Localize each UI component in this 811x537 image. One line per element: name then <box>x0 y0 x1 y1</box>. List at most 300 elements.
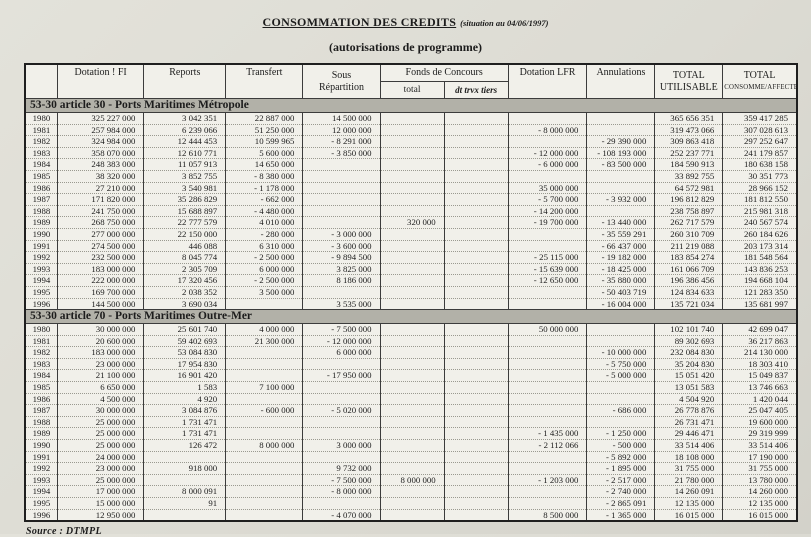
cell-value <box>508 170 587 182</box>
cell-value: 3 540 981 <box>144 182 226 194</box>
cell-value: 17 000 000 <box>57 486 143 498</box>
cell-value <box>508 498 587 510</box>
cell-value: 211 219 088 <box>655 240 723 252</box>
cell-value: 20 600 000 <box>57 335 143 347</box>
cell-value <box>380 263 444 275</box>
cell-value <box>587 113 655 125</box>
cell-value <box>508 335 587 347</box>
cell-value <box>444 370 508 382</box>
table-row <box>25 136 797 148</box>
cell-value <box>303 194 380 206</box>
cell-value: 17 954 830 <box>144 358 226 370</box>
cell-value: - 4 480 000 <box>226 205 303 217</box>
cell-value: - 5 750 000 <box>587 358 655 370</box>
cell-value <box>303 393 380 405</box>
cell-year: 1995 <box>25 286 57 298</box>
cell-value: 4 504 920 <box>655 393 723 405</box>
cell-value <box>444 286 508 298</box>
cell-value: 8 500 000 <box>508 509 587 521</box>
cell-year: 1987 <box>25 194 57 206</box>
cell-value <box>303 286 380 298</box>
table-row <box>25 205 797 217</box>
cell-value <box>444 474 508 486</box>
table-row <box>25 147 797 159</box>
cell-value: 169 700 000 <box>57 286 143 298</box>
cell-value: 14 260 000 <box>723 486 797 498</box>
cell-value: 102 101 740 <box>655 324 723 336</box>
cell-value <box>444 382 508 394</box>
cell-value: - 662 000 <box>226 194 303 206</box>
cell-value <box>508 451 587 463</box>
cell-value: 35 204 830 <box>655 358 723 370</box>
cell-value <box>444 205 508 217</box>
cell-value: - 3 932 000 <box>587 194 655 206</box>
cell-value: 918 000 <box>144 463 226 475</box>
cell-value: 33 514 406 <box>655 440 723 452</box>
cell-value: 33 514 406 <box>723 440 797 452</box>
cell-value: - 50 403 719 <box>587 286 655 298</box>
cell-value: 181 812 550 <box>723 194 797 206</box>
table-row <box>25 451 797 463</box>
cell-value <box>444 124 508 136</box>
cell-value: 36 217 863 <box>723 335 797 347</box>
cell-value: 21 780 000 <box>655 474 723 486</box>
cell-year: 1996 <box>25 509 57 521</box>
cell-value: - 10 000 000 <box>587 347 655 359</box>
cell-year: 1982 <box>25 347 57 359</box>
cell-year: 1988 <box>25 205 57 217</box>
page-subtitle: (autorisations de programme) <box>328 40 483 54</box>
cell-value: 89 302 693 <box>655 335 723 347</box>
cell-value: 143 836 253 <box>723 263 797 275</box>
cell-value: - 17 950 000 <box>303 370 380 382</box>
cell-value <box>444 113 508 125</box>
cell-value: - 4 070 000 <box>303 509 380 521</box>
table-row <box>25 440 797 452</box>
table-row <box>25 170 797 182</box>
cell-value: 64 572 981 <box>655 182 723 194</box>
cell-value: 12 950 000 <box>57 509 143 521</box>
cell-value: - 15 639 000 <box>508 263 587 275</box>
cell-value <box>508 136 587 148</box>
cell-value: - 12 000 000 <box>303 335 380 347</box>
cell-value: 196 386 456 <box>655 275 723 287</box>
cell-value: - 108 193 000 <box>587 147 655 159</box>
cell-value: 53 084 830 <box>144 347 226 359</box>
cell-value: - 2 500 000 <box>226 252 303 264</box>
header-reports: Reports <box>144 64 226 99</box>
cell-value: - 1 250 000 <box>587 428 655 440</box>
cell-value: 13 051 583 <box>655 382 723 394</box>
cell-value: 21 100 000 <box>57 370 143 382</box>
cell-value <box>380 136 444 148</box>
cell-value: - 5 000 000 <box>587 370 655 382</box>
cell-value: 124 834 633 <box>655 286 723 298</box>
cell-value: - 19 182 000 <box>587 252 655 264</box>
cell-value <box>444 170 508 182</box>
table-row <box>25 509 797 521</box>
cell-value <box>303 416 380 428</box>
cell-value: 10 599 965 <box>226 136 303 148</box>
cell-value <box>444 228 508 240</box>
cell-value: 29 446 471 <box>655 428 723 440</box>
cell-value: 30 351 773 <box>723 170 797 182</box>
cell-value <box>226 509 303 521</box>
cell-value: 33 892 755 <box>655 170 723 182</box>
cell-value <box>587 393 655 405</box>
cell-value: 17 320 456 <box>144 275 226 287</box>
cell-value <box>380 393 444 405</box>
cell-value: - 18 425 000 <box>587 263 655 275</box>
cell-value: 1 731 471 <box>144 416 226 428</box>
cell-value: 14 500 000 <box>303 113 380 125</box>
cell-value <box>444 159 508 171</box>
table-row <box>25 382 797 394</box>
cell-year: 1986 <box>25 393 57 405</box>
cell-value <box>444 440 508 452</box>
cell-value: - 14 200 000 <box>508 205 587 217</box>
cell-value <box>226 486 303 498</box>
cell-value <box>380 275 444 287</box>
header-fonds-de-concours: Fonds de Concours <box>380 64 508 82</box>
cell-value: - 2 500 000 <box>226 275 303 287</box>
cell-value <box>380 159 444 171</box>
table-row <box>25 240 797 252</box>
cell-value: - 3 000 000 <box>303 228 380 240</box>
cell-value <box>508 113 587 125</box>
cell-value <box>587 124 655 136</box>
cell-value: 13 746 663 <box>723 382 797 394</box>
cell-value: 12 135 000 <box>655 498 723 510</box>
cell-value: 161 066 709 <box>655 263 723 275</box>
header-fonds-dt-trvx-tiers: dt trvx tiers <box>444 82 508 99</box>
cell-value: 28 966 152 <box>723 182 797 194</box>
cell-value <box>508 393 587 405</box>
cell-value: 3 825 000 <box>303 263 380 275</box>
cell-value <box>444 428 508 440</box>
cell-value: 135 681 997 <box>723 298 797 310</box>
cell-value <box>444 240 508 252</box>
cell-value <box>380 205 444 217</box>
cell-value: 16 901 420 <box>144 370 226 382</box>
cell-year: 1985 <box>25 382 57 394</box>
table-row <box>25 159 797 171</box>
cell-year: 1981 <box>25 335 57 347</box>
cell-year: 1991 <box>25 451 57 463</box>
cell-value <box>444 405 508 417</box>
cell-value: - 66 437 000 <box>587 240 655 252</box>
cell-value <box>380 113 444 125</box>
cell-value: 1 731 471 <box>144 428 226 440</box>
cell-year: 1992 <box>25 252 57 264</box>
cell-value: 14 260 091 <box>655 486 723 498</box>
cell-year: 1983 <box>25 147 57 159</box>
table-row <box>25 428 797 440</box>
cell-value: 27 210 000 <box>57 182 143 194</box>
cell-value <box>444 263 508 275</box>
cell-value: 183 000 000 <box>57 263 143 275</box>
cell-value: 3 500 000 <box>226 286 303 298</box>
cell-value <box>303 170 380 182</box>
cell-value: 2 305 709 <box>144 263 226 275</box>
cell-value <box>380 147 444 159</box>
cell-value <box>587 335 655 347</box>
cell-value <box>587 205 655 217</box>
cell-value: 3 042 351 <box>144 113 226 125</box>
cell-value: 307 028 613 <box>723 124 797 136</box>
cell-value: 19 600 000 <box>723 416 797 428</box>
cell-value: 7 100 000 <box>226 382 303 394</box>
cell-value: 26 731 471 <box>655 416 723 428</box>
cell-value <box>587 382 655 394</box>
cell-value: 144 500 000 <box>57 298 143 310</box>
cell-value: 59 402 693 <box>144 335 226 347</box>
cell-value: 30 000 000 <box>57 405 143 417</box>
cell-value: - 500 000 <box>587 440 655 452</box>
cell-value: 3 535 000 <box>303 298 380 310</box>
cell-year: 1995 <box>25 498 57 510</box>
cell-year: 1989 <box>25 217 57 229</box>
cell-value: 15 000 000 <box>57 498 143 510</box>
cell-value: - 29 390 000 <box>587 136 655 148</box>
cell-value: - 2 740 000 <box>587 486 655 498</box>
cell-value <box>226 393 303 405</box>
cell-value: 268 750 000 <box>57 217 143 229</box>
cell-value: 320 000 <box>380 217 444 229</box>
cell-value: - 2 865 091 <box>587 498 655 510</box>
cell-value: 194 668 104 <box>723 275 797 287</box>
cell-value: 121 283 350 <box>723 286 797 298</box>
cell-value: 8 186 000 <box>303 275 380 287</box>
cell-value: 232 500 000 <box>57 252 143 264</box>
cell-value <box>444 463 508 475</box>
cell-value: 5 600 000 <box>226 147 303 159</box>
cell-value: 22 777 579 <box>144 217 226 229</box>
section-header-row <box>25 99 797 113</box>
cell-value: - 13 440 000 <box>587 217 655 229</box>
cell-value <box>444 194 508 206</box>
cell-value: 18 108 000 <box>655 451 723 463</box>
cell-value: 25 000 000 <box>57 428 143 440</box>
table-row <box>25 124 797 136</box>
cell-value: 260 184 626 <box>723 228 797 240</box>
section-header-label: 53-30 article 70 - Ports Maritimes Outre-Mer <box>25 310 797 324</box>
cell-value <box>380 252 444 264</box>
cell-value: 51 250 000 <box>226 124 303 136</box>
cell-value: 248 383 000 <box>57 159 143 171</box>
cell-value <box>444 509 508 521</box>
table-row <box>25 286 797 298</box>
cell-value: - 6 000 000 <box>508 159 587 171</box>
cell-value <box>303 451 380 463</box>
cell-value: - 3 600 000 <box>303 240 380 252</box>
cell-value: 8 000 000 <box>226 440 303 452</box>
cell-value <box>380 428 444 440</box>
table-row <box>25 370 797 382</box>
cell-value <box>226 498 303 510</box>
cell-value: - 2 112 066 <box>508 440 587 452</box>
cell-value: 21 300 000 <box>226 335 303 347</box>
cell-year: 1987 <box>25 405 57 417</box>
cell-value <box>380 440 444 452</box>
document-title-block <box>0 0 811 31</box>
cell-value <box>380 405 444 417</box>
cell-value <box>303 217 380 229</box>
cell-value <box>303 159 380 171</box>
cell-year: 1992 <box>25 463 57 475</box>
cell-value <box>444 275 508 287</box>
cell-value: 25 000 000 <box>57 440 143 452</box>
cell-value: - 8 000 000 <box>303 486 380 498</box>
cell-value: 26 778 876 <box>655 405 723 417</box>
cell-value: 16 015 000 <box>723 509 797 521</box>
cell-value <box>303 205 380 217</box>
cell-year: 1989 <box>25 428 57 440</box>
cell-value: 4 000 000 <box>226 324 303 336</box>
cell-value <box>444 486 508 498</box>
cell-value: 274 500 000 <box>57 240 143 252</box>
cell-value: 171 820 000 <box>57 194 143 206</box>
cell-value: 12 135 000 <box>723 498 797 510</box>
cell-value <box>508 240 587 252</box>
cell-value <box>380 416 444 428</box>
cell-value: 135 721 034 <box>655 298 723 310</box>
cell-value: 35 000 000 <box>508 182 587 194</box>
cell-value: 31 755 000 <box>655 463 723 475</box>
cell-value <box>303 182 380 194</box>
cell-value <box>303 428 380 440</box>
cell-value: 240 567 574 <box>723 217 797 229</box>
cell-value <box>444 182 508 194</box>
title-situation-date: (situation au 04/06/1997) <box>460 18 549 28</box>
cell-value <box>508 405 587 417</box>
cell-year: 1984 <box>25 370 57 382</box>
cell-value <box>303 358 380 370</box>
cell-year: 1980 <box>25 324 57 336</box>
cell-value <box>380 382 444 394</box>
cell-value: - 25 115 000 <box>508 252 587 264</box>
cell-value <box>226 416 303 428</box>
page-title: CONSOMMATION DES CREDITS <box>262 15 457 29</box>
cell-value <box>380 335 444 347</box>
table-row <box>25 182 797 194</box>
cell-value: 180 638 158 <box>723 159 797 171</box>
cell-value <box>303 498 380 510</box>
cell-value <box>508 382 587 394</box>
table-row <box>25 498 797 510</box>
cell-value: 23 000 000 <box>57 358 143 370</box>
cell-value <box>380 451 444 463</box>
cell-year: 1994 <box>25 486 57 498</box>
cell-value: 214 130 000 <box>723 347 797 359</box>
cell-value: - 1 178 000 <box>226 182 303 194</box>
cell-year: 1994 <box>25 275 57 287</box>
cell-value: 14 650 000 <box>226 159 303 171</box>
cell-value: 18 303 410 <box>723 358 797 370</box>
cell-value <box>444 358 508 370</box>
cell-year: 1996 <box>25 298 57 310</box>
cell-year: 1981 <box>25 124 57 136</box>
section-header-label: 53-30 article 30 - Ports Maritimes Métropole <box>25 99 797 113</box>
cell-year: 1990 <box>25 440 57 452</box>
cell-year: 1990 <box>25 228 57 240</box>
cell-value <box>380 298 444 310</box>
cell-value: - 5 700 000 <box>508 194 587 206</box>
header-annulations: Annulations <box>587 64 655 99</box>
cell-year: 1986 <box>25 182 57 194</box>
table-row <box>25 358 797 370</box>
cell-value <box>508 298 587 310</box>
cell-value <box>380 324 444 336</box>
cell-value <box>444 416 508 428</box>
cell-value: - 600 000 <box>226 405 303 417</box>
cell-value: 25 601 740 <box>144 324 226 336</box>
cell-value <box>587 170 655 182</box>
header-fonds-total: total <box>380 82 444 99</box>
cell-value: 23 000 000 <box>57 463 143 475</box>
cell-value: - 280 000 <box>226 228 303 240</box>
cell-value: 222 000 000 <box>57 275 143 287</box>
cell-value <box>226 463 303 475</box>
cell-value <box>380 194 444 206</box>
cell-value <box>226 358 303 370</box>
cell-year: 1993 <box>25 263 57 275</box>
cell-value <box>587 182 655 194</box>
cell-value: 15 049 837 <box>723 370 797 382</box>
header-dotation-lfi: Dotation ! FI <box>57 64 143 99</box>
cell-value: 31 755 000 <box>723 463 797 475</box>
cell-value <box>380 463 444 475</box>
cell-value: 4 500 000 <box>57 393 143 405</box>
cell-value: 17 190 000 <box>723 451 797 463</box>
cell-value <box>380 347 444 359</box>
table-row <box>25 416 797 428</box>
cell-value <box>380 182 444 194</box>
cell-value <box>380 370 444 382</box>
cell-value: - 7 500 000 <box>303 474 380 486</box>
cell-value: - 8 380 000 <box>226 170 303 182</box>
cell-value: 12 610 771 <box>144 147 226 159</box>
cell-value: 13 780 000 <box>723 474 797 486</box>
cell-value: - 12 000 000 <box>508 147 587 159</box>
cell-value <box>303 382 380 394</box>
table-header <box>25 64 797 99</box>
cell-value: - 1 365 000 <box>587 509 655 521</box>
section-header-row <box>25 310 797 324</box>
cell-value: 297 252 647 <box>723 136 797 148</box>
cell-value <box>508 347 587 359</box>
cell-value <box>144 451 226 463</box>
cell-value: - 7 500 000 <box>303 324 380 336</box>
cell-value <box>444 451 508 463</box>
cell-value: 91 <box>144 498 226 510</box>
cell-value: 183 854 274 <box>655 252 723 264</box>
cell-value: 241 750 000 <box>57 205 143 217</box>
cell-value: - 5 892 000 <box>587 451 655 463</box>
cell-value <box>226 428 303 440</box>
table-row <box>25 347 797 359</box>
table-row <box>25 228 797 240</box>
cell-value: 324 984 000 <box>57 136 143 148</box>
cell-value: 277 000 000 <box>57 228 143 240</box>
cell-value: - 16 004 000 <box>587 298 655 310</box>
table-row <box>25 217 797 229</box>
cell-value <box>508 370 587 382</box>
cell-year: 1991 <box>25 240 57 252</box>
header-year <box>25 64 57 99</box>
header-total-utilisable: TOTAL UTILISABLE <box>655 64 723 99</box>
cell-value <box>444 147 508 159</box>
